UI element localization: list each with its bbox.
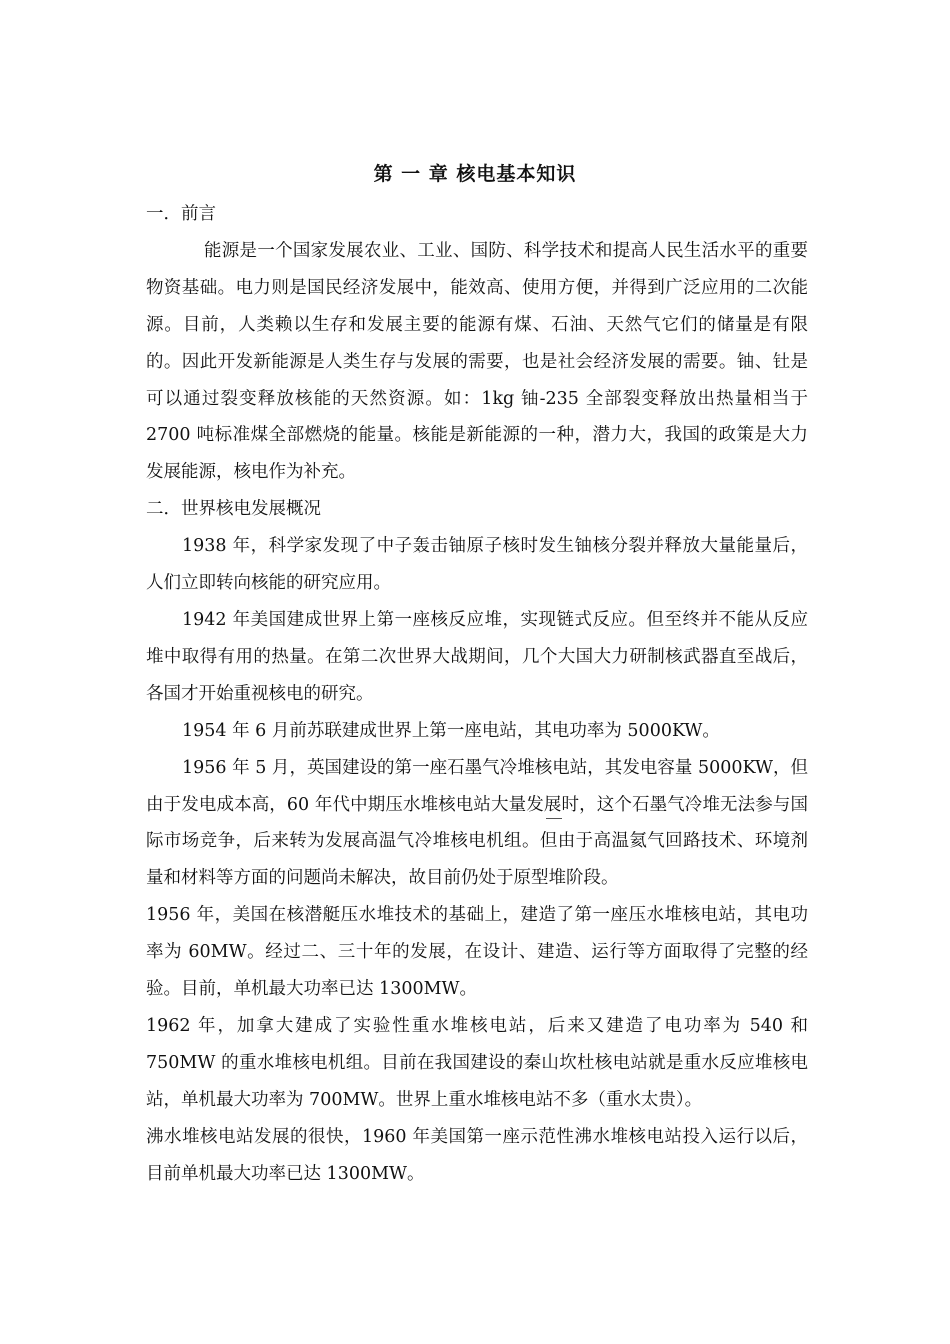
paragraph-1962: 1962 年，加拿大建成了实验性重水堆核电站，后来又建造了电功率为 540 和 750MW 的重水堆核电机组。目前在我国建设的秦山坎杜核电站就是重水反应堆核电站，单机最大功率为 700MW。世界上重水堆核电站不多（重水太贵）。 [146, 1015, 808, 1110]
stray-dash-mark [546, 818, 562, 819]
chapter-title: 第 一 章 核电基本知识 [373, 163, 577, 185]
paragraph-1938: 1938 年，科学家发现了中子轰击铀原子核时发生铀核分裂并释放大量能量后，人们立即转向核能的研究应用。 [146, 536, 808, 594]
paragraph-1956-uk: 1956 年 5 月，英国建设的第一座石墨气冷堆核电站，其发电容量 5000KW，但由于发电成本高，60 年代中期压水堆核电站大量发展时，这个石墨气冷堆无法参与国际市场竞争，后来转为发展高温气冷堆核电机组。但由于高温氦气回路技术、环境剂量和材料等方面的问题尚未解决，故目前仍处于原型堆阶段。 [146, 757, 808, 889]
paragraph-1942: 1942 年美国建成世界上第一座核反应堆，实现链式反应。但至终并不能从反应堆中取得有用的热量。在第二次世界大战期间，几个大国大力研制核武器直至战后，各国才开始重视核电的研究。 [146, 609, 808, 704]
paragraph-1956-us: 1956 年，美国在核潜艇压水堆技术的基础上，建造了第一座压水堆核电站，其电功率为 60MW。经过二、三十年的发展，在设计、建造、运行等方面取得了完整的经验。目前，单机最大功率已达 1300MW。 [146, 905, 808, 1000]
section-heading-world-nuclear: 二．世界核电发展概况 [146, 499, 321, 520]
paragraph-1954: 1954 年 6 月前苏联建成世界上第一座电站，其电功率为 5000KW。 [182, 720, 720, 741]
paragraph-bwr: 沸水堆核电站发展的很快，1960 年美国第一座示范性沸水堆核电站投入运行以后，目前单机最大功率已达 1300MW。 [146, 1126, 808, 1184]
document-body [146, 196, 808, 1192]
paragraph-energy: 能源是一个国家发展农业、工业、国防、科学技术和提高人民生活水平的重要物资基础。电力则是国民经济发展中，能效高、使用方便，并得到广泛应用的二次能源。目前，人类赖以生存和发展主要的能源有煤、石油、天然气它们的储量是有限的。因此开发新能源是人类生存与发展的需要，也是社会经济发展的需要。铀、钍是可以通过裂变释放核能的天然资源。如：1kg 铀-235 全部裂变释放出热量相当于 2700 吨标准煤全部燃烧的能量。核能是新能源的一种，潜力大，我国的政策是大力发展能源，核电作为补充。 [146, 240, 808, 483]
section-heading-preface: 一．前言 [146, 204, 216, 224]
